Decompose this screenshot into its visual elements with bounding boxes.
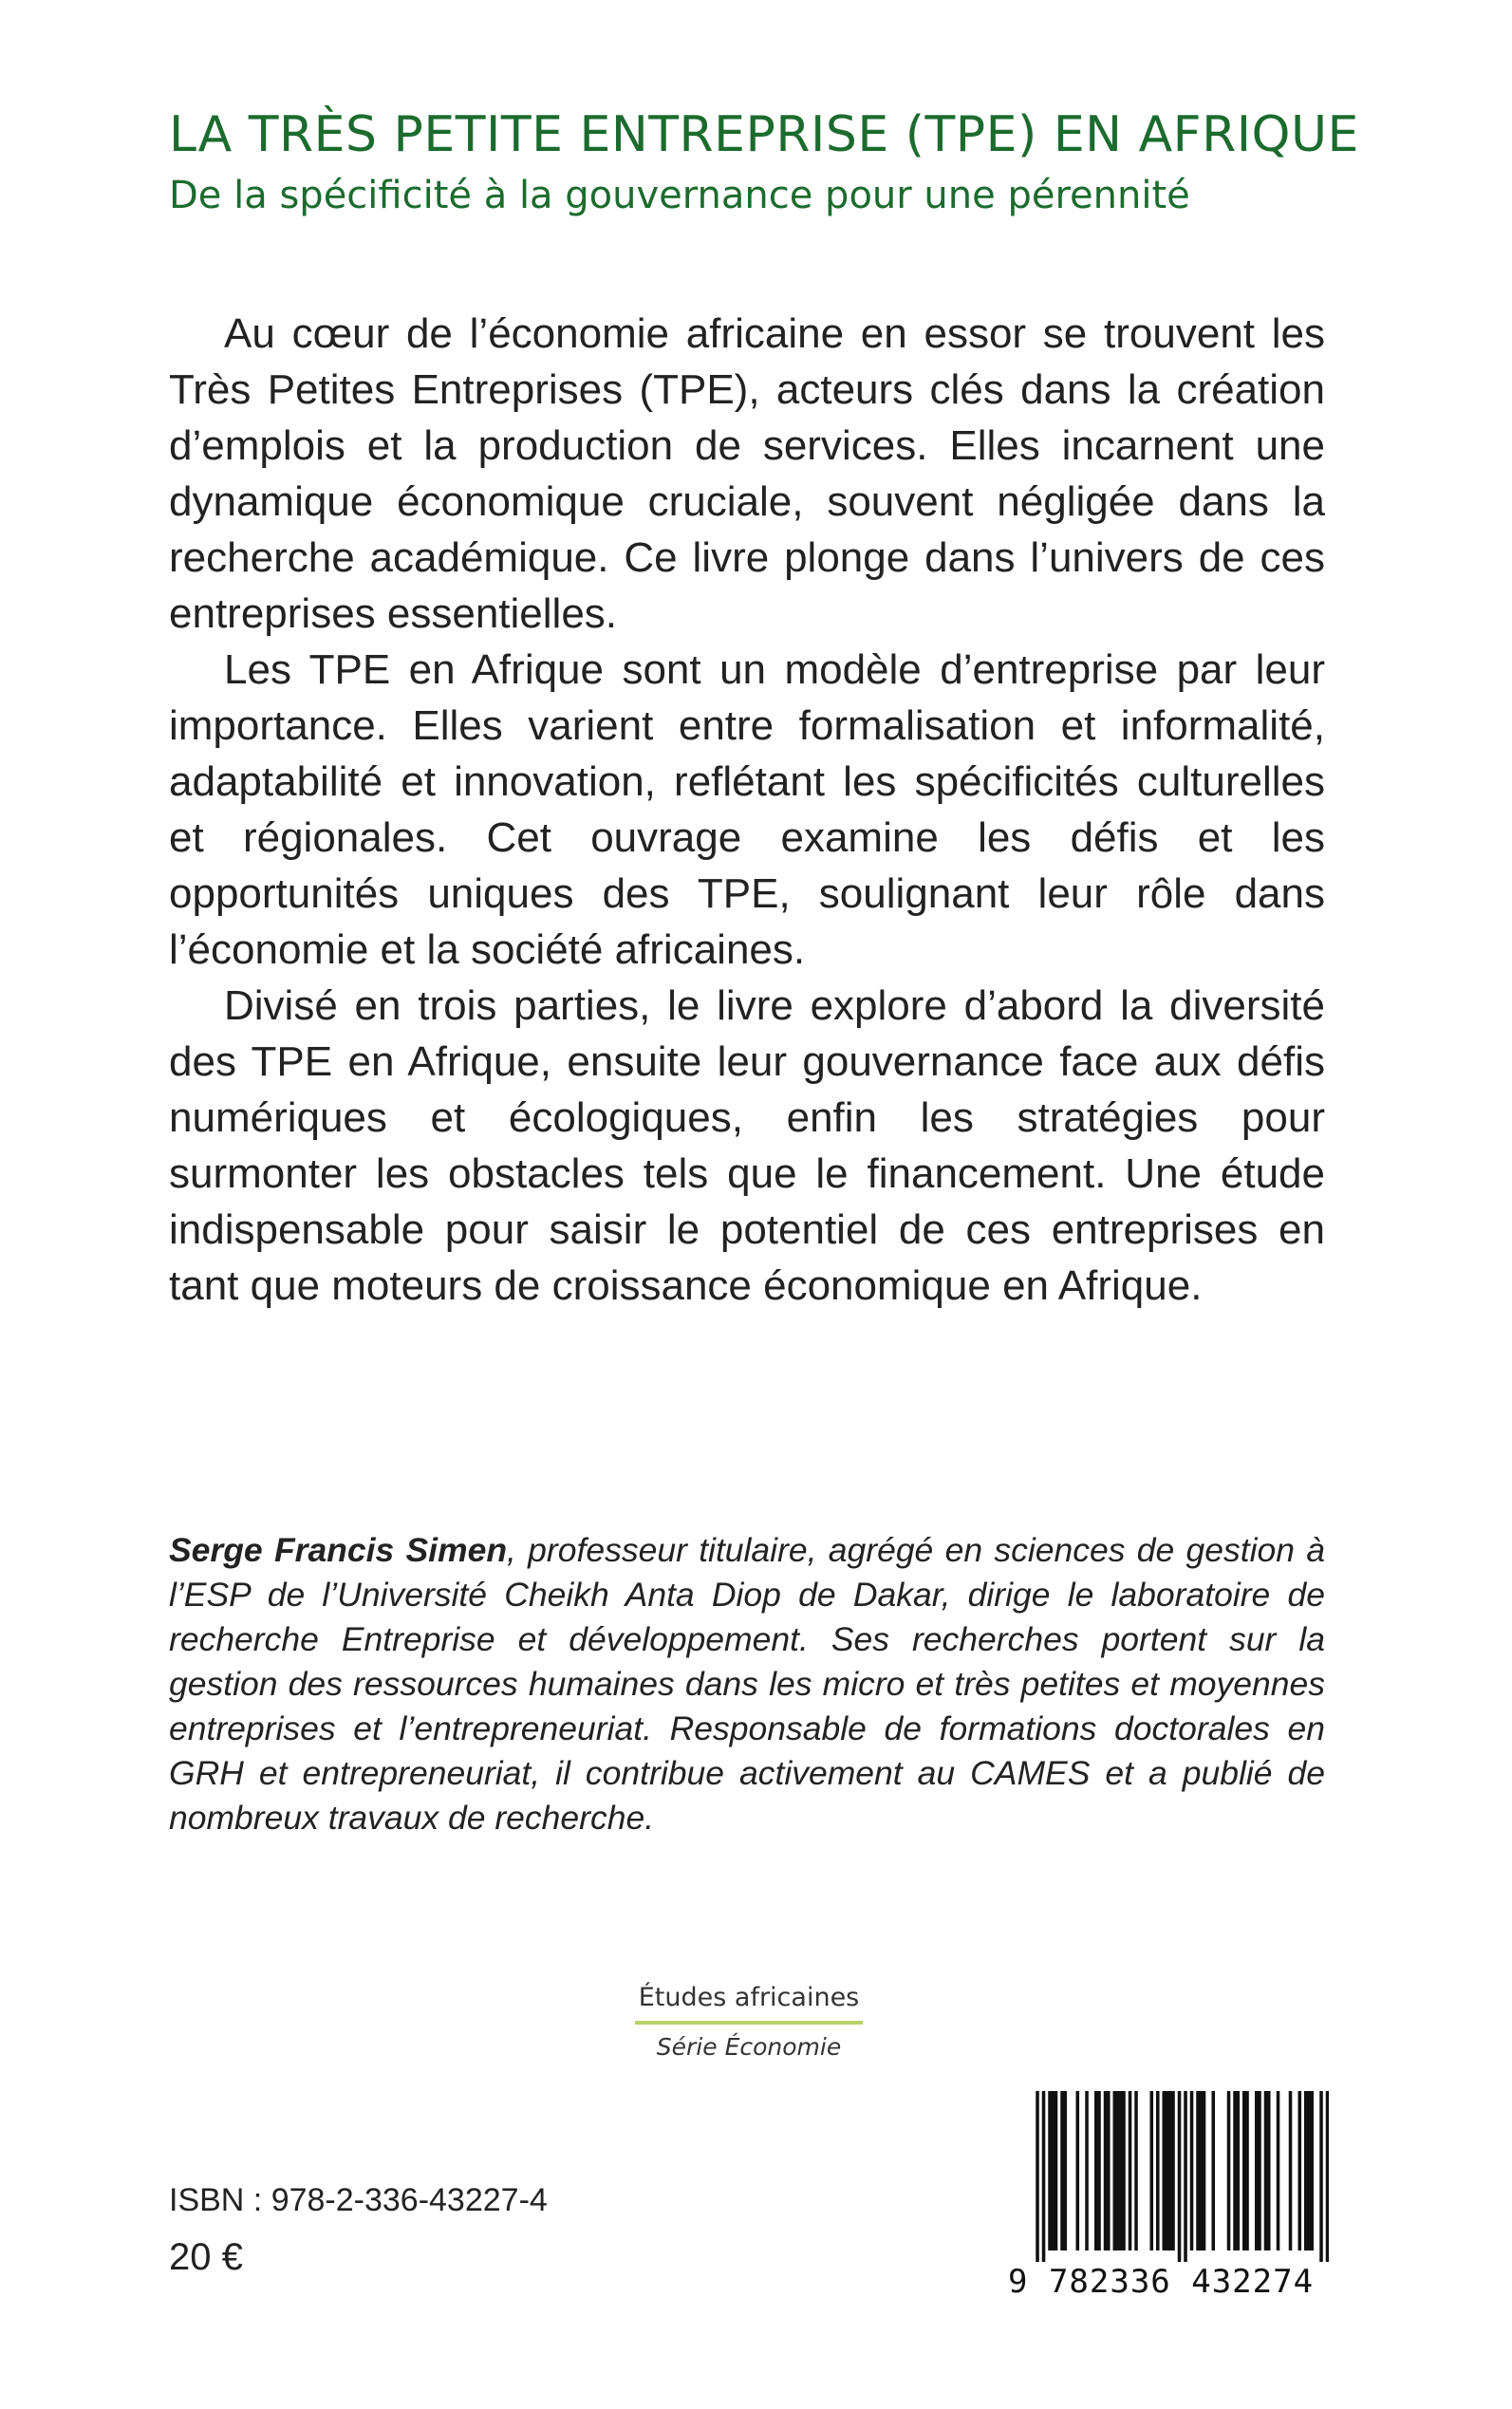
barcode [1008,2091,1329,2300]
barcode-bar [1171,2091,1175,2250]
barcode-bar [1085,2091,1089,2250]
series-subseries: Série Économie [656,2033,842,2061]
barcode-bar [1227,2091,1231,2250]
barcode-bar [1212,2091,1216,2250]
isbn-label: ISBN : 978-2-336-43227-4 [169,2182,548,2218]
barcode-bar [1196,2091,1200,2250]
description-paragraph: Au cœur de l’économie africaine en essor se trouvent les Très Petites Entreprises (TPE), acteurs clés dans la création d’emplois et la production de services. Elles incarnent une dynamique économique cruciale, souvent négligée dans la recherche académique. Ce livre plonge dans l’univers de ces entreprises essentielles. [169,310,1325,637]
description-paragraph: Divisé en trois parties, le livre explore d’abord la diversité des TPE en Afrique, ensuite leur gouvernance face aux défis numériques et écologiques, enfin les stratégies pour surmonter les obstacles tels que le financement. Une étude indispensable pour saisir le potentiel de ces entreprises en tant que moteurs de croissance économique en Afrique. [169,982,1325,1309]
barcode-bar [1264,2091,1268,2250]
barcode-bar [1094,2091,1098,2250]
barcode-bar [1267,2091,1271,2250]
series-rule [635,2021,863,2025]
barcode-bar [1116,2091,1120,2250]
barcode-bar [1245,2091,1249,2250]
series-logo [635,1981,863,2063]
barcode-bar [1055,2091,1058,2250]
barcode-bar [1134,2091,1138,2250]
barcode-bar [1163,2091,1167,2250]
barcode-bar [1258,2091,1261,2250]
barcode-bar [1326,2091,1329,2262]
barcode-bar [1042,2091,1046,2262]
barcode-bar [1200,2091,1204,2250]
barcode-bar [1178,2091,1182,2262]
barcode-bar [1122,2091,1126,2250]
barcode-bar [1307,2091,1311,2250]
barcode-bar [1184,2091,1187,2262]
barcode-bar [1298,2091,1302,2250]
barcode-bar [1319,2091,1323,2262]
barcode-bar [1036,2091,1039,2262]
barcode-bar [1119,2091,1123,2250]
barcode-bar [1064,2091,1068,2250]
barcode-bar [1150,2091,1154,2250]
barcode-bar [1255,2091,1259,2250]
barcode-bar [1166,2091,1169,2250]
barcode-bar [1129,2091,1132,2250]
barcode-bar [1076,2091,1080,2250]
barcode-bar [1233,2091,1237,2250]
barcode-bars [1008,2091,1329,2262]
book-title: LA TRÈS PETITE ENTREPRISE (TPE) EN AFRIQUE [169,106,1359,163]
barcode-bar [1097,2091,1101,2250]
barcode-bar [1048,2091,1052,2250]
book-description [169,306,1325,1314]
barcode-bar [1311,2091,1315,2250]
author-bio-text: , professeur titulaire, agrégé en sciences de gestion à l’ESP de l’Université Cheikh Anta Diop de Dakar, dirige le laboratoire de recherche Entreprise et développement. Ses recherches portent sur la gestion des ressources humaines dans les micro et très petites et moyennes entreprises et l’entrepreneuriat. Responsable de formations doctorales en GRH et entrepreneuriat, il contribue activement au CAMES et a publié de nombreux travaux de recherche. [169,1531,1325,1837]
book-subtitle: De la spécificité à la gouvernance pour une pérennité [169,174,1190,217]
barcode-bar [1113,2091,1117,2250]
barcode-bar [1104,2091,1108,2250]
barcode-bar [1052,2091,1055,2250]
series-name: Études africaines [638,1983,860,2012]
barcode-bar [1289,2091,1293,2250]
barcode-bar [1203,2091,1206,2250]
barcode-bar [1304,2091,1308,2250]
author-name: Serge Francis Simen [169,1531,508,1569]
barcode-bar [1237,2091,1241,2250]
barcode-bar [1060,2091,1064,2250]
barcode-bar [1242,2091,1246,2250]
barcode-bar [1190,2091,1194,2250]
barcode-bar [1107,2091,1111,2250]
barcode-bar [1156,2091,1160,2250]
barcode-digits: 9 782336 432274 [1008,2263,1315,2301]
barcode-bar [1168,2091,1172,2250]
barcode-bar [1277,2091,1280,2250]
author-bio [169,1528,1325,1840]
price-label: 20 € [169,2236,243,2278]
description-paragraph: Les TPE en Afrique sont un modèle d’entreprise par leur importance. Elles varient entre formalisation et informalité, adaptabilité et innovation, reflétant les spécificités culturelles et régionales. Cet ouvrage examine les défis et les opportunités uniques des TPE, soulignant leur rôle dans l’économie et la société africaines. [169,646,1325,973]
